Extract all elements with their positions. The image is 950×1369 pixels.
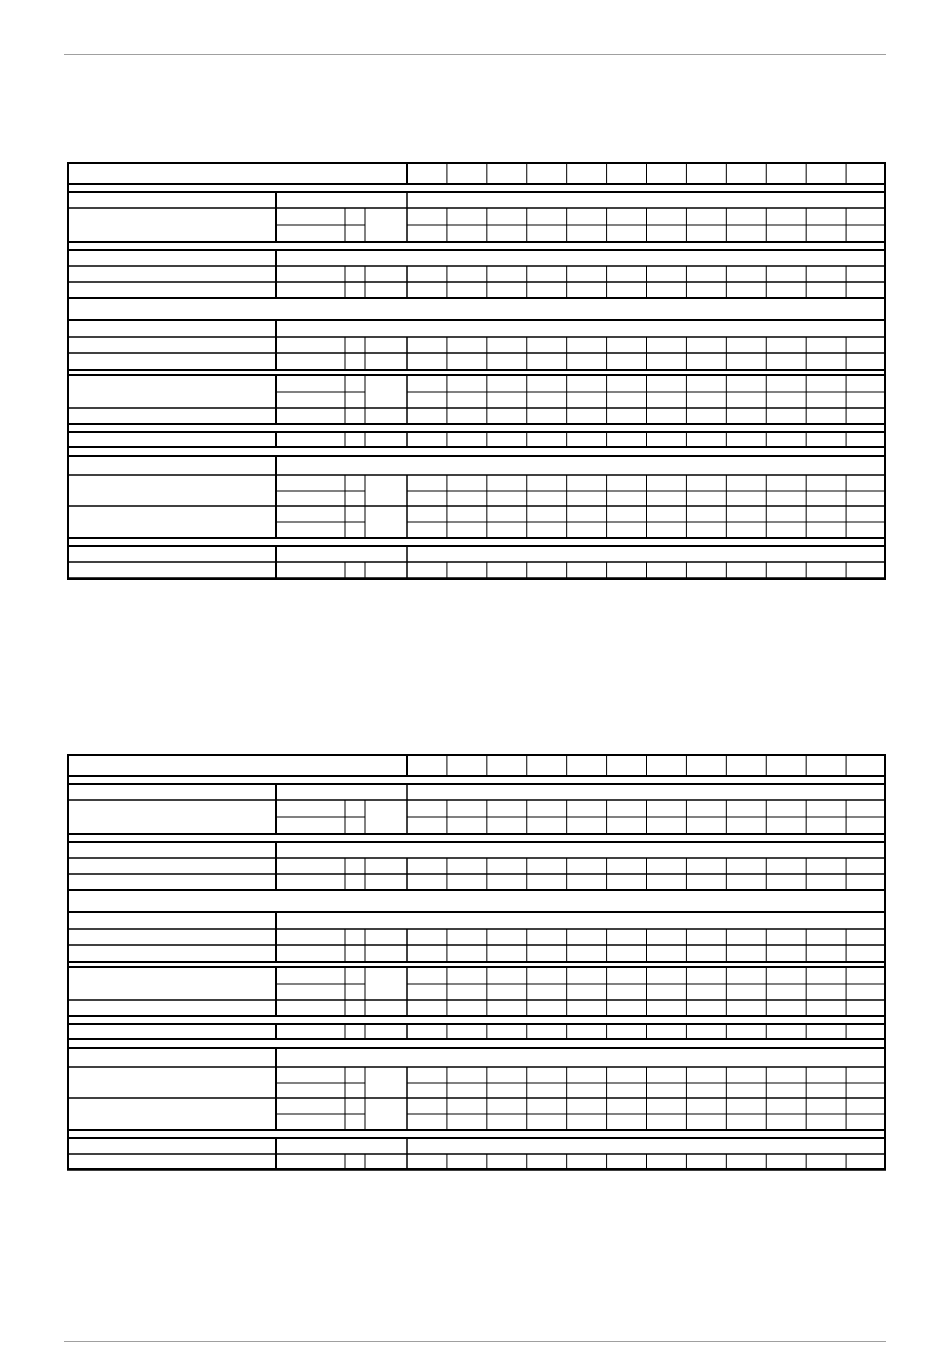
spec-table-1-grid [67, 162, 886, 580]
header-rule [64, 54, 886, 55]
spec-table-2-grid [67, 754, 886, 1170]
spec-table-1 [67, 162, 886, 580]
spec-table-2 [67, 754, 886, 1170]
footer-rule [64, 1341, 886, 1342]
